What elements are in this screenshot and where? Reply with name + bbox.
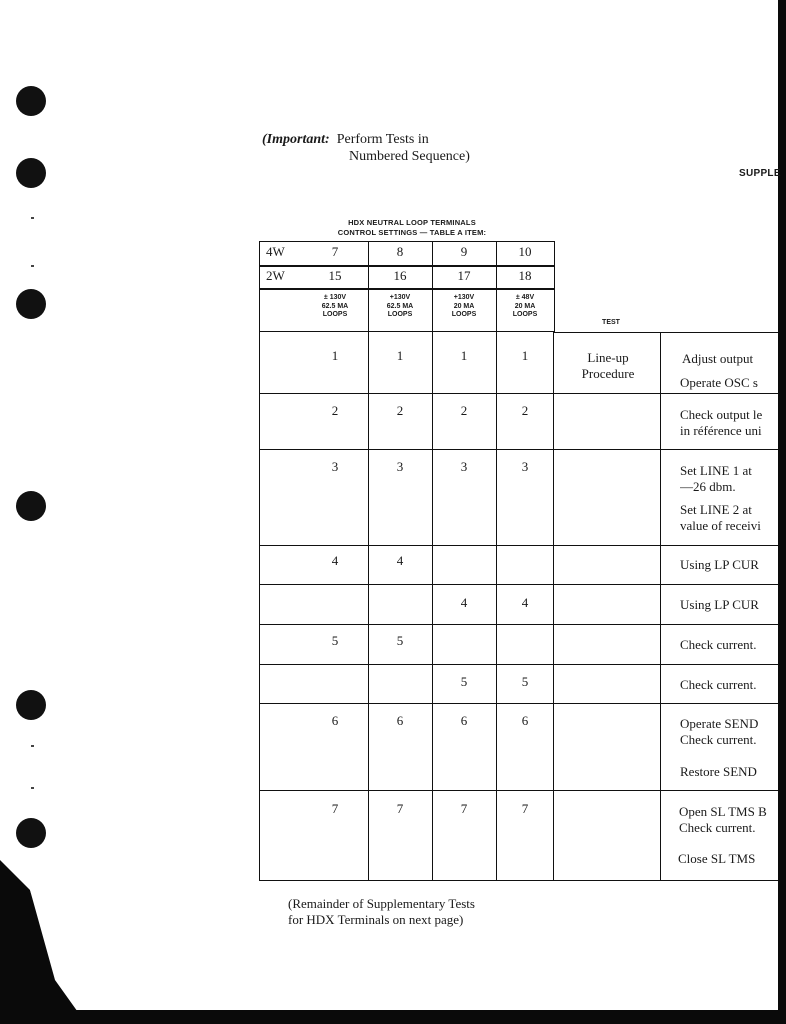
step-1-desc-2: Operate OSC s — [680, 375, 758, 390]
step-6-c3: 6 — [460, 713, 468, 728]
item-2w-2: 16 — [393, 268, 407, 283]
step-1-c3: 1 — [460, 348, 468, 363]
step-1-desc-1: Adjust output — [682, 351, 754, 366]
step-5b-c4: 5 — [521, 674, 529, 689]
step-4a-desc: Using LP CUR — [680, 557, 759, 572]
step-1-c4: 1 — [521, 348, 529, 363]
footer-note — [288, 896, 475, 928]
item-2w-4: 18 — [518, 268, 532, 283]
folded-corner-shadow — [0, 850, 80, 1020]
item-2w-3: 17 — [457, 268, 471, 283]
label-4w: 4W — [266, 244, 285, 259]
step-3-desc-4: value of receivi — [680, 518, 761, 533]
grid-line — [259, 703, 778, 704]
item-4w-2: 8 — [396, 244, 404, 259]
speck — [31, 787, 34, 789]
footer-line2: for HDX Terminals on next page) — [288, 912, 464, 927]
step-2-c2: 2 — [396, 403, 404, 418]
step-6-desc-1: Operate SEND — [680, 716, 759, 731]
binder-hole — [16, 690, 46, 720]
important-note — [262, 131, 470, 165]
grid-line — [259, 584, 778, 585]
step-1-c1: 1 — [331, 348, 339, 363]
speck — [31, 745, 34, 747]
step-4b-desc: Using LP CUR — [680, 597, 759, 612]
grid-line — [259, 880, 778, 881]
step-5b-c3: 5 — [460, 674, 468, 689]
item-4w-1: 7 — [331, 244, 339, 259]
col-header-2: +130V 62.5 MA LOOPS — [386, 294, 414, 318]
page-bottom-shadow — [0, 1010, 786, 1024]
table-caption — [262, 218, 562, 238]
item-4w-4: 10 — [518, 244, 532, 259]
grid-line — [553, 332, 778, 333]
col-header-4: ± 48V 20 MA LOOPS — [512, 294, 538, 318]
item-4w-3: 9 — [460, 244, 468, 259]
test-header: TEST — [602, 319, 620, 326]
item-2w-1: 15 — [328, 268, 342, 283]
step-6-c4: 6 — [521, 713, 529, 728]
grid-line — [259, 332, 260, 880]
caption-line2: CONTROL SETTINGS — TABLE A ITEM: — [337, 228, 487, 237]
binder-hole — [16, 289, 46, 319]
step-6-desc-3: Restore SEND — [680, 764, 757, 779]
page-edge-shadow — [778, 0, 786, 1024]
step-3-c1: 3 — [331, 459, 339, 474]
step-7-desc-2: Check current. — [679, 820, 756, 835]
step-2-desc-1: Check output le — [680, 407, 763, 422]
step-7-c1: 7 — [331, 801, 339, 816]
important-label: (Important: — [262, 132, 330, 147]
binder-hole — [16, 158, 46, 188]
step-4b-c4: 4 — [521, 595, 529, 610]
important-line1: Perform Tests in — [336, 132, 429, 147]
speck — [31, 217, 34, 219]
step-5a-c2: 5 — [396, 633, 404, 648]
grid-line — [660, 332, 661, 880]
col-header-1: ± 130V 62.5 MA LOOPS — [321, 294, 349, 318]
step-1-test: Line-up Procedure — [581, 350, 635, 381]
step-6-c2: 6 — [396, 713, 404, 728]
footer-line1: (Remainder of Supplementary Tests — [288, 896, 475, 911]
col-header-3: +130V 20 MA LOOPS — [451, 294, 477, 318]
step-7-desc-3: Close SL TMS — [678, 851, 756, 866]
step-4a-c1: 4 — [331, 553, 339, 568]
grid-line — [259, 545, 778, 546]
step-2-c1: 2 — [331, 403, 339, 418]
grid-line — [259, 790, 778, 791]
step-7-c4: 7 — [521, 801, 529, 816]
grid-line — [259, 664, 778, 665]
step-2-desc-2: in référence uni — [680, 423, 762, 438]
caption-line1: HDX NEUTRAL LOOP TERMINALS — [348, 218, 476, 227]
step-5a-desc: Check current. — [680, 637, 757, 652]
section-heading: SUPPLE — [739, 168, 781, 179]
grid-line — [259, 393, 778, 394]
step-4b-c3: 4 — [460, 595, 468, 610]
binder-hole — [16, 86, 46, 116]
label-2w: 2W — [266, 268, 285, 283]
step-3-c3: 3 — [460, 459, 468, 474]
step-4a-c2: 4 — [396, 553, 404, 568]
step-7-desc-1: Open SL TMS B — [679, 804, 767, 819]
step-3-desc-2: —26 dbm. — [680, 479, 736, 494]
speck — [31, 265, 34, 267]
step-3-c2: 3 — [396, 459, 404, 474]
binder-hole — [16, 818, 46, 848]
binder-hole — [16, 491, 46, 521]
step-7-c3: 7 — [460, 801, 468, 816]
grid-line — [259, 624, 778, 625]
important-line2: Numbered Sequence) — [349, 149, 470, 164]
step-3-desc-3: Set LINE 2 at — [680, 502, 752, 517]
grid-line — [259, 449, 778, 450]
step-6-c1: 6 — [331, 713, 339, 728]
step-1-c2: 1 — [396, 348, 404, 363]
step-3-c4: 3 — [521, 459, 529, 474]
step-6-desc-2: Check current. — [680, 732, 757, 747]
step-5a-c1: 5 — [331, 633, 339, 648]
step-2-c3: 2 — [460, 403, 468, 418]
step-3-desc-1: Set LINE 1 at — [680, 463, 752, 478]
step-2-c4: 2 — [521, 403, 529, 418]
step-5b-desc: Check current. — [680, 677, 757, 692]
step-7-c2: 7 — [396, 801, 404, 816]
